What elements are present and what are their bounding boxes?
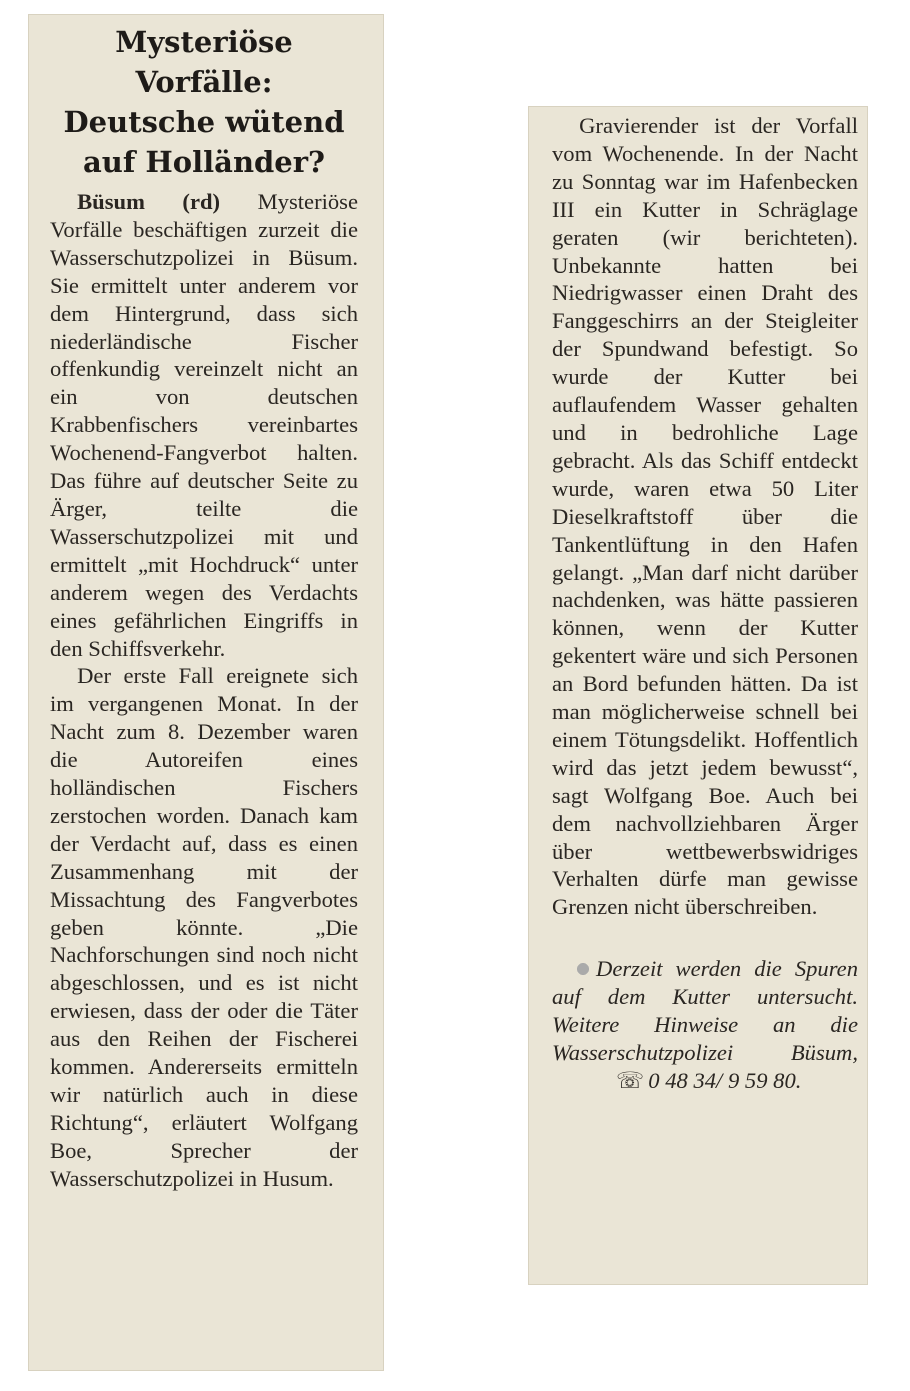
- article-body-left: [50, 188, 358, 1193]
- info-note-text: Derzeit werden die Spuren auf dem Kutter untersucht. Weitere Hinweise an die Wasserschutzpolizei Büsum,: [552, 956, 858, 1065]
- headline: [50, 22, 358, 182]
- info-note: [552, 955, 858, 1095]
- paragraph-1-text: Mysteriöse Vorfälle beschäftigen zurzeit die Wasserschutzpolizei in Büsum. Sie ermittelt unter anderem vor dem Hintergrund, dass sich niederländische Fischer offenkundig vereinzelt nicht an ein von deutschen Krabbenfischers vereinbartes Wochenend-Fangverbot halten. Das führe auf deutscher Seite zu Ärger, teilte die Wasserschutzpolizei mit und ermittelt „mit Hochdruck“ unter anderem wegen des Verdachts eines gefährlichen Eingriffs in den Schiffsverkehr.: [50, 189, 358, 661]
- headline-line: auf Holländer?: [82, 145, 326, 179]
- headline-line: Deutsche wütend: [63, 105, 345, 139]
- phone-icon: ☏: [616, 1067, 645, 1093]
- paragraph-3: Gravierender ist der Vorfall vom Wochenende. In der Nacht zu Sonntag war im Hafenbecken III ein Kutter in Schräglage geraten (wir berichteten). Unbekannte hatten bei Niedrigwasser einen Draht des Fanggeschirrs an der Steigleiter der Spundwand befestigt. So wurde der Kutter bei auflaufendem Wasser gehalten und in bedrohliche Lage gebracht. Als das Schiff entdeckt wurde, waren etwa 50 Liter Dieselkraftstoff über die Tankentlüftung in den Hafen gelangt. „Man darf nicht darüber nachdenken, was hätte passieren können, wenn der Kutter gekentert wäre und sich Personen an Bord befunden hätten. Da ist man möglicherweise schnell bei einem Tötungsdelikt. Hoffentlich wird das jetzt jedem bewusst“, sagt Wolfgang Boe. Auch bei dem nachvollziehbaren Ärger über wettbewerbswidriges Verhalten dürfe man gewisse Grenzen nicht überschreiben.: [552, 113, 858, 920]
- newspaper-clipping-right: [528, 106, 868, 1285]
- paragraph-2: Der erste Fall ereignete sich im vergangenen Monat. In der Nacht zum 8. Dezember waren die Autoreifen eines holländischen Fischers zerstochen worden. Danach kam der Verdacht auf, dass es einen Zusammenhang mit der Missachtung des Fangverbotes geben könnte. „Die Nachforschungen sind noch nicht abgeschlossen, und es ist nicht erwiesen, dass der oder die Täter aus den Reihen der Fischerei kommen. Andererseits ermitteln wir natürlich auch in diese Richtung“, erläutert Wolfgang Boe, Sprecher der Wasserschutzpolizei in Husum.: [50, 663, 358, 1191]
- headline-line: Mysteriöse: [115, 25, 293, 59]
- phone-number: 0 48 34/ 9 59 80.: [648, 1067, 802, 1093]
- article-body-right: [552, 112, 858, 921]
- bullet-dot-icon: [576, 962, 590, 976]
- headline-line: Vorfälle:: [135, 65, 273, 99]
- paragraph-1: [50, 188, 358, 662]
- newspaper-clipping-left: [28, 14, 384, 1371]
- dateline: Büsum (rd): [77, 189, 221, 214]
